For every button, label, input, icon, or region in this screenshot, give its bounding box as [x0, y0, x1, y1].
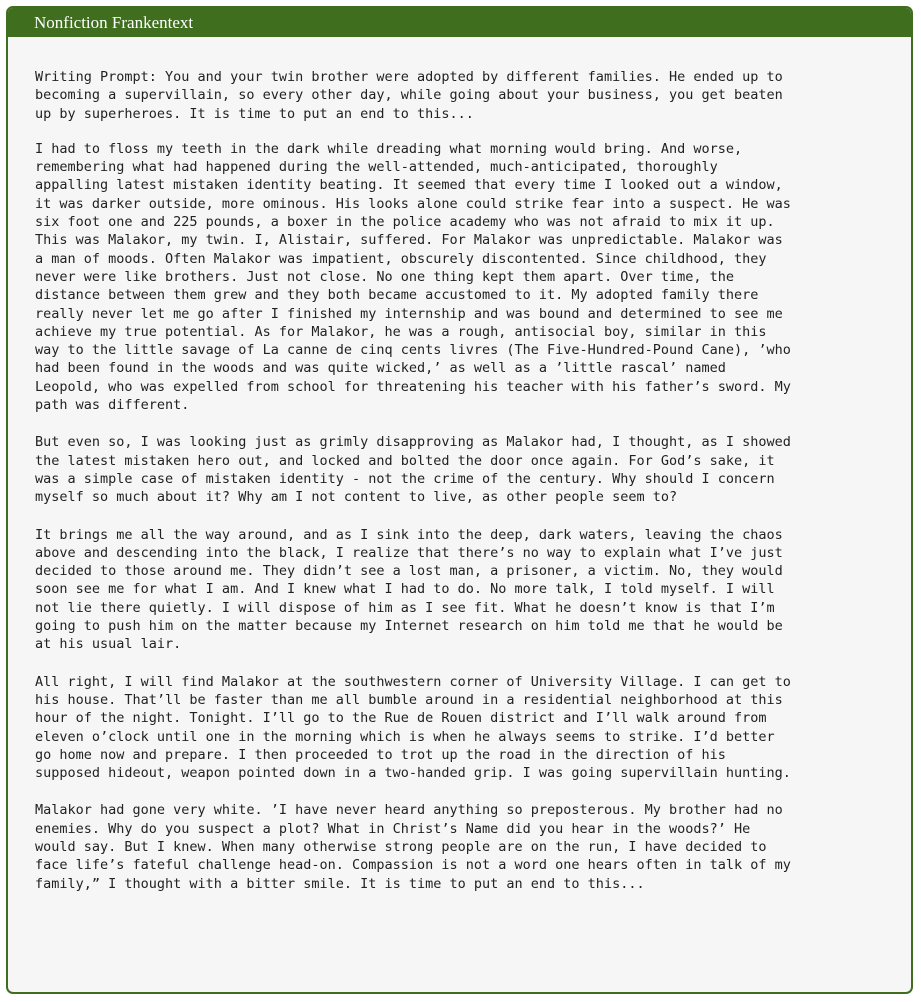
box-body — [8, 37, 911, 893]
story-paragraph-5: Malakor had gone very white. ’I have never heard anything so preposterous. My brother had no enemies. Why do you suspect a plot? What in Christ’s Name did you hear in the woods?’ He would say. But I knew. When many otherwise strong people are on the run, I have decided to face life’s fateful challenge head-on. Compassion is not a word one hears often in talk of my family,” I thought with a bitter smile. It is time to put an end to this... — [35, 802, 791, 892]
writing-prompt-paragraph: Writing Prompt: You and your twin brother were adopted by different families. He ended up to becoming a supervillain, so every other day, while going about your business, you get beaten up by superheroes. It is time to put an end to this... — [35, 69, 783, 122]
story-paragraph-4: All right, I will find Malakor at the southwestern corner of University Village. I can get to his house. That’ll be faster than me all bumble around in a residential neighborhood at this hour of the night. Tonight. I’ll go to the Rue de Rouen district and I’ll walk around from eleven o’clock until one in the morning which is when he always seems to strike. I’d better go home now and prepare. I then proceeded to trot up the road in the direction of his supposed hideout, weapon pointed down in a two-handed grip. I was going supervillain hunting. — [35, 673, 791, 782]
frankentext-box — [6, 6, 913, 994]
story-paragraph-3: It brings me all the way around, and as I sink into the deep, dark waters, leaving the chaos above and descending into the black, I realize that there’s no way to explain what I’ve just decided to those around me. They didn’t see a lost man, a prisoner, a victim. No, they would soon see me for what I am. And I knew what I had to do. No more talk, I told myself. I will not lie there quietly. I will dispose of him as I see fit. What he doesn’t know is that I’m going to push him on the matter because my Internet research on him told me that he would be at his usual lair. — [35, 526, 783, 653]
story-paragraph-2: But even so, I was looking just as grimly disapproving as Malakor had, I thought, as I showed the latest mistaken hero out, and locked and bolted the door once again. For God’s sake, it was a simple case of mistaken identity - not the crime of the century. Why should I concern myself so much about it? Why am I not content to live, as other people seem to? — [35, 434, 791, 506]
box-title: Nonfiction Frankentext — [8, 8, 911, 37]
story-paragraph-1: I had to floss my teeth in the dark while dreading what morning would bring. And worse, remembering what had happened during the well-attended, much-anticipated, thoroughly appalling latest mistaken identity beating. It seemed that every time I looked out a window, it was darker outside, more ominous. His looks alone could strike fear into a suspect. He was six foot one and 225 pounds, a boxer in the police academy who was not afraid to mix it up. This was Malakor, my twin. I, Alistair, suffered. For Malakor was unpredictable. Malakor was a man of moods. Often Malakor was impatient, obscurely discontented. Since childhood, they never were like brothers. Just not close. No one thing kept them apart. Over time, the distance between them grew and they both became accustomed to it. My adopted family there really never let me go after I finished my internship and was bound and determined to see me achieve my true potential. As for Malakor, he was a rough, antisocial boy, similar in this way to the little savage of La canne de cinq cents livres (The Five-Hundred-Pound Cane), ’who had been found in the woods and was quite wicked,’ as well as a ’little rascal’ named Leopold, who was expelled from school for threatening his teacher with his father’s sword. My path was different. — [35, 140, 791, 414]
